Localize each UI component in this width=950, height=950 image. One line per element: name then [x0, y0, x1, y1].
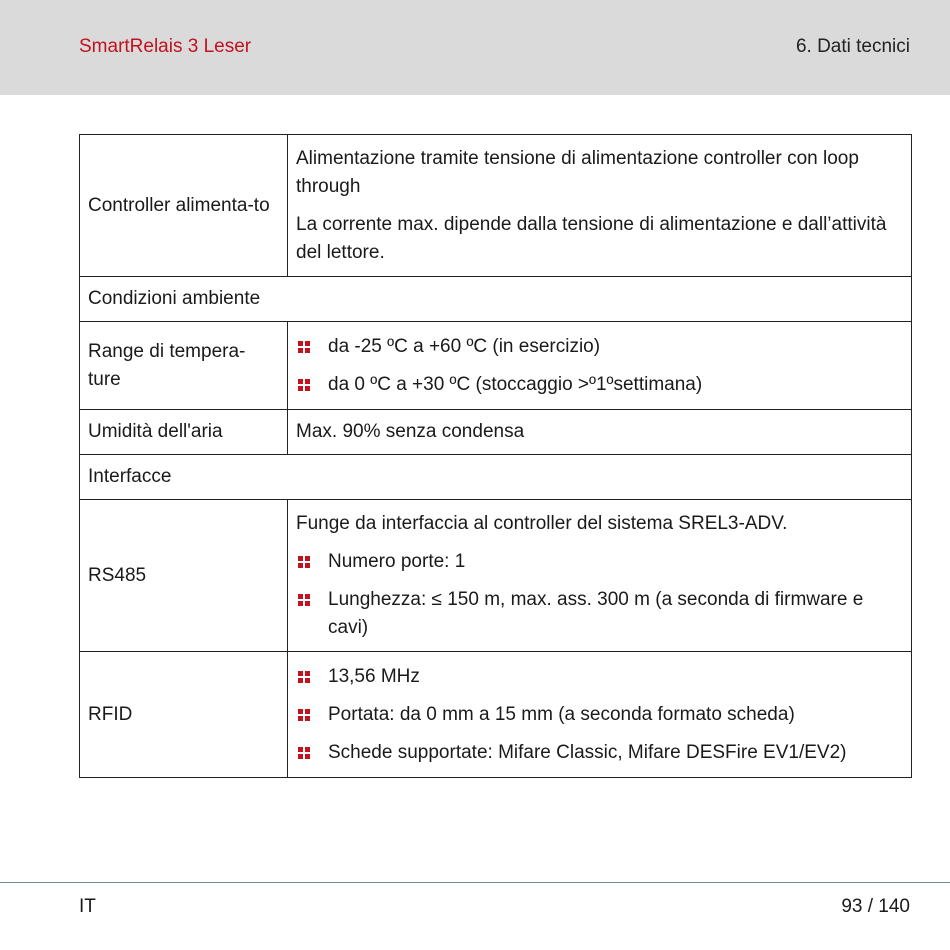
table-row — [80, 652, 912, 778]
bullet-icon — [298, 709, 310, 721]
row-label — [80, 135, 288, 277]
list-item: 13,56 MHz — [296, 663, 903, 691]
rs485-text: Funge da interfaccia al controller del sistema SREL3-ADV. — [296, 512, 788, 534]
row-value — [288, 500, 912, 652]
rfid-label: RFID — [80, 652, 288, 778]
bullet-icon — [298, 671, 310, 683]
table-row — [80, 500, 912, 652]
bullet-icon — [298, 747, 310, 759]
row-label — [80, 322, 288, 410]
row-value — [288, 322, 912, 410]
list-item: Schede supportate: Mifare Classic, Mifare DESFire EV1/EV2) — [296, 739, 903, 767]
rs485-label: RS485 — [80, 500, 288, 652]
page-header — [0, 0, 950, 95]
table-row — [80, 322, 912, 410]
controller-label: Controller alimenta-to — [88, 194, 270, 216]
footer-language: IT — [79, 896, 96, 917]
list-item: da -25 ºC a +60 ºC (in esercizio) — [296, 333, 903, 361]
temperature-label: Range di tempera-ture — [88, 340, 246, 390]
footer-divider — [0, 882, 950, 883]
technical-data-table — [79, 134, 912, 778]
list-item: Lunghezza: ≤ 150 m, max. ass. 300 m (a seconda di firmware e cavi) — [296, 586, 903, 642]
humidity-label: Umidità dell'aria — [80, 410, 288, 455]
bullet-icon — [298, 556, 310, 568]
list-item: Numero porte: 1 — [296, 548, 903, 576]
row-value — [288, 135, 912, 277]
controller-text-1: Alimentazione tramite tensione di alimentazione controller con loop through — [296, 147, 859, 197]
table-row — [80, 410, 912, 455]
section-heading-interfaces: Interfacce — [80, 455, 912, 500]
bullet-icon — [298, 341, 310, 353]
section-heading-ambient: Condizioni ambiente — [80, 277, 912, 322]
humidity-value: Max. 90% senza condensa — [288, 410, 912, 455]
row-value — [288, 652, 912, 778]
page-number: 93 / 140 — [841, 896, 910, 917]
table-section-row — [80, 277, 912, 322]
table-row — [80, 135, 912, 277]
table-section-row — [80, 455, 912, 500]
list-item: da 0 ºC a +30 ºC (stoccaggio >º1ºsettimana) — [296, 371, 903, 399]
list-item: Portata: da 0 mm a 15 mm (a seconda formato scheda) — [296, 701, 903, 729]
bullet-icon — [298, 379, 310, 391]
controller-text-2: La corrente max. dipende dalla tensione di alimentazione e dall’attività del lettore. — [296, 213, 887, 263]
bullet-icon — [298, 594, 310, 606]
section-title: 6. Dati tecnici — [795, 36, 910, 57]
document-title: SmartRelais 3 Leser — [79, 36, 252, 57]
